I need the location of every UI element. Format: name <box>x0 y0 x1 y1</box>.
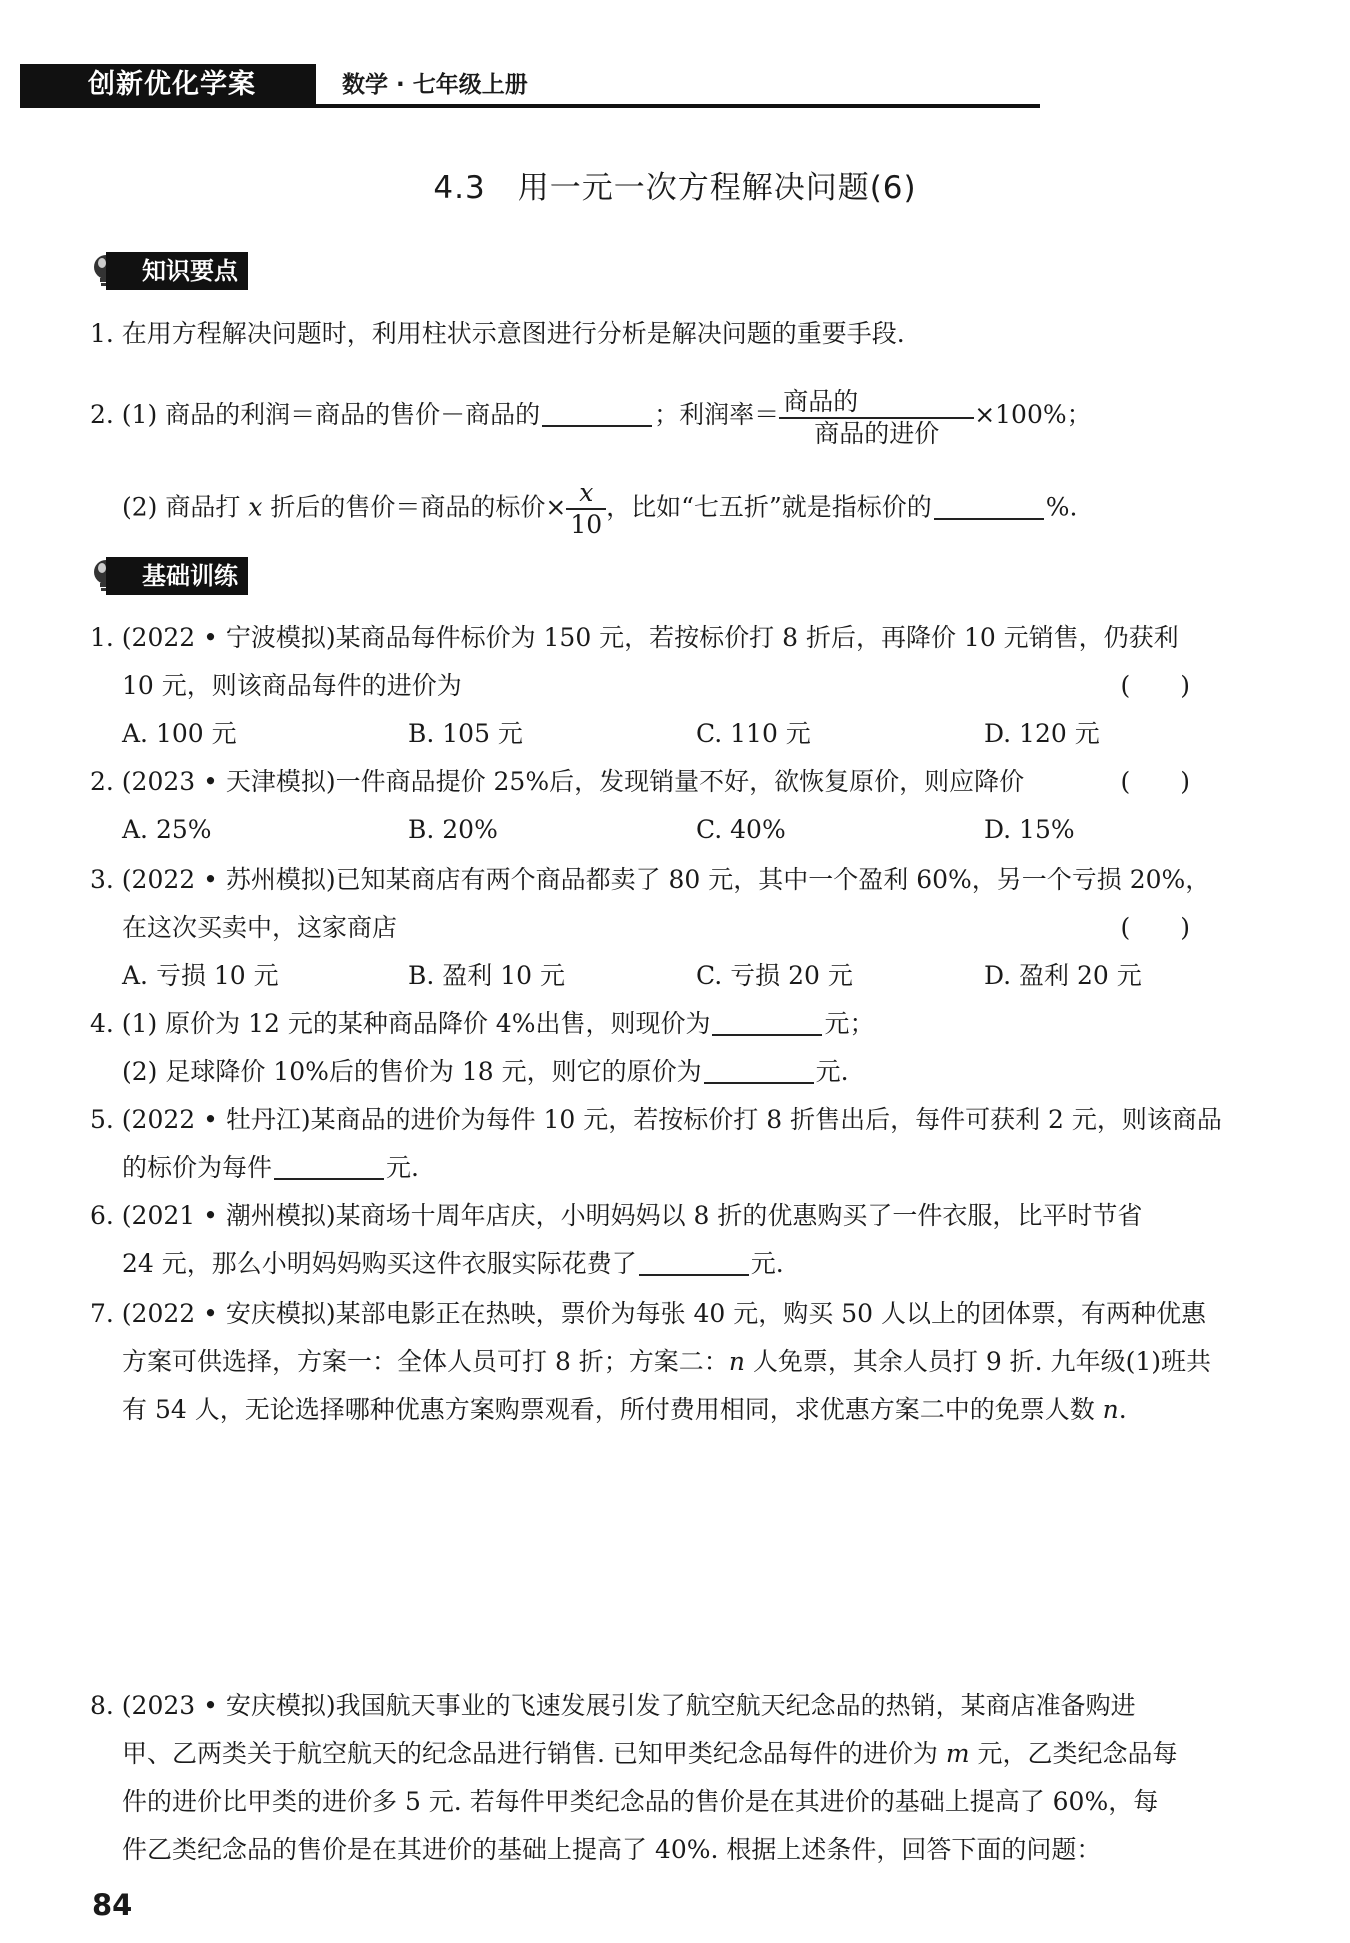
question-8-line-2 <box>122 1730 1270 1778</box>
text: 甲、乙两类关于航空航天的纪念品进行销售. 已知甲类纪念品每件的进价为 <box>122 1739 946 1768</box>
question-6-line-2 <box>122 1240 1270 1288</box>
text: 元. <box>386 1153 419 1182</box>
text: 2. (1) 商品的利润＝商品的售价－商品的 <box>90 400 541 429</box>
fraction-denominator: 商品的进价 <box>814 419 940 448</box>
question-7-line-2 <box>122 1338 1270 1386</box>
option-a: A. 亏损 10 元 <box>122 961 279 990</box>
text: ；利润率＝ <box>654 400 780 429</box>
text: . <box>1118 1395 1127 1424</box>
option-c: C. 110 元 <box>696 719 811 748</box>
variable: m <box>945 1739 970 1768</box>
text: 元. <box>750 1249 784 1278</box>
question-7-line-1: 7. (2022 • 安庆模拟)某部电影正在热映，票价为每张 40 元，购买 50 人以上的团体票，有两种优惠 <box>90 1299 1206 1328</box>
header-rule <box>20 104 1040 108</box>
option-d: D. 15% <box>984 815 1075 844</box>
text: 方案可供选择，方案一：全体人员可打 8 折；方案二： <box>122 1347 729 1376</box>
answer-blank <box>860 384 968 414</box>
option-a: A. 25% <box>122 815 212 844</box>
page-number: 84 <box>92 1888 133 1922</box>
answer-blank <box>542 395 652 427</box>
question-8-line-1: 8. (2023 • 安庆模拟)我国航天事业的飞速发展引发了航空航天纪念品的热销，某商店准备购进 <box>90 1691 1136 1720</box>
fraction-numerator: x <box>566 478 606 510</box>
variable: n <box>1102 1395 1119 1424</box>
text: 10 元，则该商品每件的进价为 <box>122 671 462 700</box>
question-8-line-3: 件的进价比甲类的进价多 5 元. 若每件甲类纪念品的售价是在其进价的基础上提高了 60%，每 <box>122 1787 1159 1816</box>
answer-blank <box>712 1004 822 1036</box>
option-b: B. 20% <box>408 815 498 844</box>
text: 元. <box>815 1057 849 1086</box>
question-6-line-1: 6. (2021 • 潮州模拟)某商场十周年店庆，小明妈妈以 8 折的优惠购买了一件衣服，比平时节省 <box>90 1201 1143 1230</box>
knowledge-item-1: 1. 在用方程解决问题时，利用柱状示意图进行分析是解决问题的重要手段. <box>90 319 905 348</box>
answer-paren: ( ) <box>1120 767 1190 796</box>
question-4-line-1 <box>90 1000 1270 1048</box>
subject-label: 数学 · 七年级上册 <box>342 72 528 98</box>
question-7-line-3 <box>122 1386 1270 1434</box>
text: 元； <box>824 1009 875 1038</box>
question-5-line-1: 5. (2022 • 牡丹江)某商品的进价为每件 10 元，若按标价打 8 折售出后，每件可获利 2 元，则该商品 <box>90 1105 1222 1134</box>
text: (2) 足球降价 10%后的售价为 18 元，则它的原价为 <box>122 1057 702 1086</box>
text: %. <box>1045 492 1078 522</box>
text: 人免票，其余人员打 9 折. 九年级(1)班共 <box>744 1347 1211 1376</box>
variable: x <box>248 492 263 522</box>
fraction <box>566 478 606 540</box>
text: 商品的 <box>783 387 859 416</box>
question-8-line-4: 件乙类纪念品的售价是在其进价的基础上提高了 40%. 根据上述条件，回答下面的问题： <box>122 1835 1102 1864</box>
answer-blank <box>639 1244 749 1276</box>
fraction <box>779 384 974 449</box>
question-3-line-2 <box>122 904 1270 952</box>
text: 4. (1) 原价为 12 元的某种商品降价 4%出售，则现价为 <box>90 1009 711 1038</box>
answer-blank <box>704 1052 814 1084</box>
option-d: D. 120 元 <box>984 719 1100 748</box>
section-title: 知识要点 <box>106 252 248 290</box>
text: 24 元，那么小明妈妈购买这件衣服实际花费了 <box>122 1249 637 1278</box>
text: 有 54 人，无论选择哪种优惠方案购票观看，所付费用相同，求优惠方案二中的免票人数 <box>122 1395 1103 1424</box>
text: 元，乙类纪念品每 <box>969 1739 1178 1768</box>
fraction-numerator <box>779 384 974 419</box>
question-1-line-2 <box>122 662 1270 710</box>
option-b: B. 105 元 <box>408 719 523 748</box>
fraction-denominator: 10 <box>570 510 603 539</box>
option-d: D. 盈利 20 元 <box>984 961 1142 990</box>
answer-paren: ( ) <box>1120 671 1190 700</box>
text: 的标价为每件 <box>122 1153 273 1182</box>
section-title: 基础训练 <box>106 557 248 595</box>
answer-blank <box>274 1148 384 1180</box>
question-4-line-2 <box>122 1048 1270 1096</box>
text: 2. (2023 • 天津模拟)一件商品提价 25%后，发现销量不好，欲恢复原价，则应降价 <box>90 767 1025 796</box>
brand-banner <box>20 64 316 106</box>
option-c: C. 亏损 20 元 <box>696 961 853 990</box>
text: ，比如“七五折”就是指标价的 <box>606 492 932 522</box>
text: ×100%； <box>974 400 1092 429</box>
option-c: C. 40% <box>696 815 786 844</box>
section-knowledge <box>92 252 248 290</box>
page-title: 4.3 用一元一次方程解决问题(6) <box>433 170 917 206</box>
variable: n <box>728 1347 745 1376</box>
answer-blank <box>934 488 1044 520</box>
option-b: B. 盈利 10 元 <box>408 961 565 990</box>
text: (2) 商品打 <box>122 492 241 522</box>
option-a: A. 100 元 <box>122 719 237 748</box>
brand-title: 创新优化学案 <box>88 69 256 100</box>
section-training <box>92 557 248 595</box>
answer-paren: ( ) <box>1120 913 1190 942</box>
question-3-line-1: 3. (2022 • 苏州模拟)已知某商店有两个商品都卖了 80 元，其中一个盈利 60%，另一个亏损 20%， <box>90 865 1211 894</box>
question-2-line-1 <box>90 758 1270 806</box>
text: 在这次买卖中，这家商店 <box>122 913 398 942</box>
knowledge-item-2-2 <box>122 478 1270 540</box>
question-1-line-1: 1. (2022 • 宁波模拟)某商品每件标价为 150 元，若按标价打 8 折后，再降价 10 元销售，仍获利 <box>90 623 1179 652</box>
text: 折后的售价＝商品的标价× <box>270 492 567 522</box>
knowledge-item-2-1 <box>90 384 1270 449</box>
question-5-line-2 <box>122 1144 1270 1192</box>
